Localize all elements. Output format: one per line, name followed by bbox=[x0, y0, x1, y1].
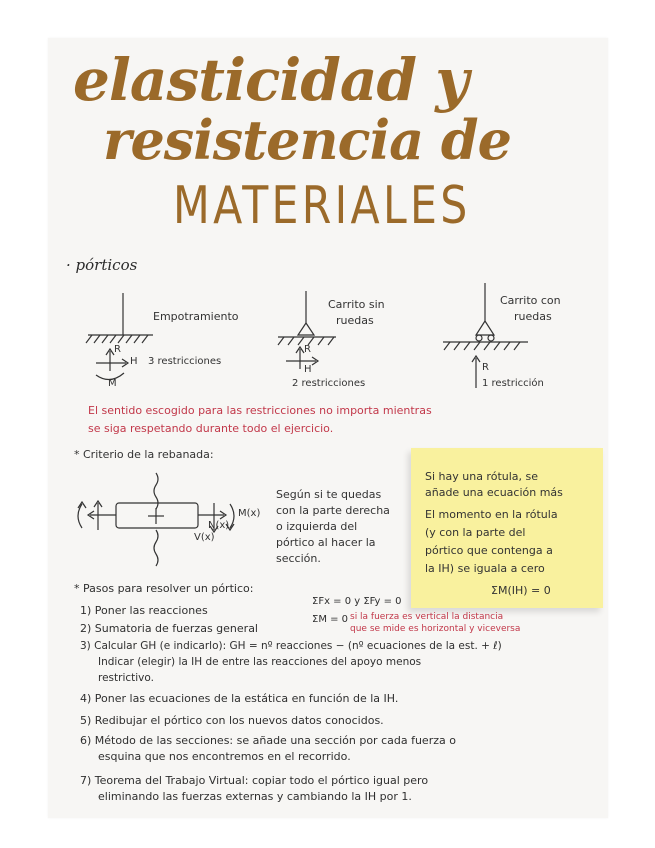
label-R-1: R bbox=[114, 344, 121, 355]
label-Mx: M(x) bbox=[238, 508, 261, 519]
sticky-line-5: pórtico que contenga a bbox=[425, 544, 553, 557]
rebanada-diagram bbox=[68, 468, 288, 578]
paso-4: 4) Poner las ecuaciones de la estática en función de la IH. bbox=[80, 692, 399, 705]
label-ruedas-1: ruedas bbox=[336, 314, 374, 327]
label-carrito-con: Carrito con bbox=[500, 294, 561, 307]
label-H-2: H bbox=[304, 364, 312, 375]
label-Nx: N(x) bbox=[208, 520, 230, 531]
sticky-line-3: El momento en la rótula bbox=[425, 508, 558, 521]
sticky-note bbox=[411, 448, 603, 608]
sticky-line-6: la IH) se iguala a cero bbox=[425, 562, 545, 575]
sticky-formula: ΣM(IH) = 0 bbox=[491, 584, 551, 597]
title-line-3: MATERIALES bbox=[173, 176, 471, 236]
paso-7-b: eliminando las fuerzas externas y cambiando la IH por 1. bbox=[98, 790, 412, 803]
notebook-page bbox=[48, 38, 608, 818]
label-empotramiento: Empotramiento bbox=[153, 310, 239, 323]
paso-7-a: 7) Teorema del Trabajo Virtual: copiar todo el pórtico igual pero bbox=[80, 774, 429, 787]
criterio-text-3: o izquierda del bbox=[276, 520, 358, 533]
label-R-2: R bbox=[304, 344, 311, 355]
paso-2-red-2: que se mide es horizontal y viceversa bbox=[350, 624, 521, 634]
label-Vx: V(x) bbox=[194, 532, 215, 543]
criterio-text-4: pórtico al hacer la bbox=[276, 536, 376, 549]
paso-1: 1) Poner las reacciones bbox=[80, 604, 208, 617]
sticky-line-1: Si hay una rótula, se bbox=[425, 470, 539, 483]
criterio-text-5: sección. bbox=[276, 552, 321, 565]
label-ruedas-2: ruedas bbox=[514, 310, 552, 323]
label-R-3: R bbox=[482, 362, 489, 373]
label-1-restriccion: 1 restricción bbox=[482, 378, 544, 389]
label-H-1: H bbox=[130, 356, 138, 367]
criterio-heading: * Criterio de la rebanada: bbox=[74, 448, 214, 461]
red-note-line-1: El sentido escogido para las restricciones no importa mientras bbox=[88, 404, 432, 417]
paso-6-b: esquina que nos encontremos en el recorrido. bbox=[98, 750, 351, 763]
title-line-1: elasticidad y bbox=[73, 46, 468, 114]
paso-6-a: 6) Método de las secciones: se añade una sección por cada fuerza o bbox=[80, 734, 456, 747]
pasos-heading: * Pasos para resolver un pórtico: bbox=[74, 582, 254, 595]
paso-3-a: 3) Calcular GH (e indicarlo): GH = nº reacciones − (nº ecuaciones de la est. + ℓ) bbox=[80, 640, 502, 652]
criterio-text-1: Según si te quedas bbox=[276, 488, 382, 501]
paso-2-eq1: ΣFx = 0 y ΣFy = 0 bbox=[312, 596, 402, 607]
criterio-text-2: con la parte derecha bbox=[276, 504, 390, 517]
sticky-line-4: (y con la parte del bbox=[425, 526, 526, 539]
paso-2: 2) Sumatoria de fuerzas general bbox=[80, 622, 258, 635]
red-note-line-2: se siga respetando durante todo el ejercicio. bbox=[88, 422, 334, 435]
title-line-2: resistencia de bbox=[103, 108, 511, 172]
label-carrito-sin: Carrito sin bbox=[328, 298, 385, 311]
paso-3-b: Indicar (elegir) la IH de entre las reacciones del apoyo menos bbox=[98, 656, 422, 668]
label-M-1: M bbox=[108, 378, 117, 389]
label-3-restricciones: 3 restricciones bbox=[148, 356, 222, 367]
section-porticos: · pórticos bbox=[66, 256, 138, 274]
sticky-line-2: añade una ecuación más bbox=[425, 486, 563, 499]
paso-5: 5) Redibujar el pórtico con los nuevos datos conocidos. bbox=[80, 714, 384, 727]
paso-2-eq2: ΣM = 0 bbox=[312, 614, 349, 625]
label-2-restricciones: 2 restricciones bbox=[292, 378, 366, 389]
paso-2-red-1: si la fuerza es vertical la distancia bbox=[350, 612, 504, 622]
paso-3-c: restrictivo. bbox=[98, 672, 154, 684]
